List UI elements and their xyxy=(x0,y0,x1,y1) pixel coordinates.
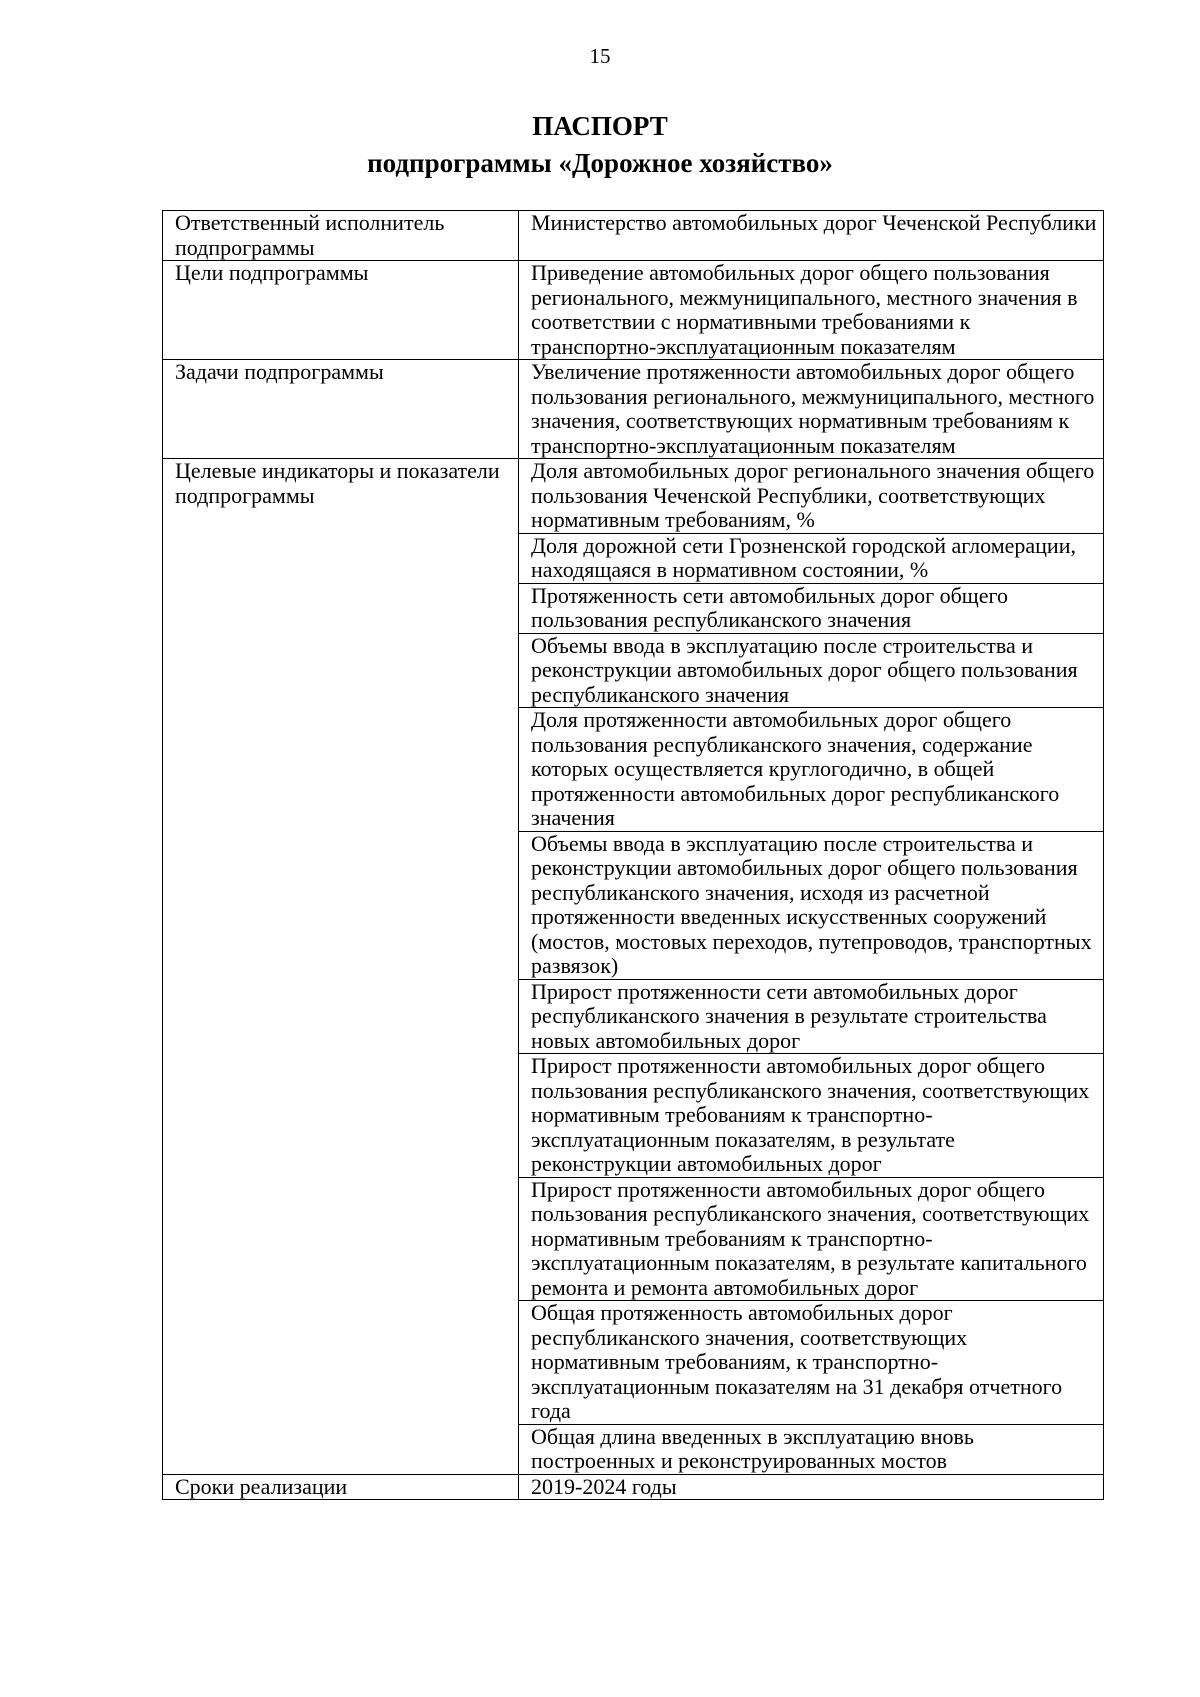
indicator-item: Доля дорожной сети Грозненской городской агломерации, находящаяся в нормативном состоянии, % xyxy=(519,533,1104,583)
indicator-item: Доля автомобильных дорог регионального значения общего пользования Чеченской Республики, соответствующих нормативным требованиям, % xyxy=(519,459,1104,534)
table-row xyxy=(163,211,1104,261)
row-label-indicators: Целевые индикаторы и показатели подпрограммы xyxy=(163,459,519,1475)
document-title xyxy=(0,108,1200,182)
page-number: 15 xyxy=(589,44,611,68)
table-row xyxy=(163,360,1104,459)
indicator-item: Общая протяженность автомобильных дорог республиканского значения, соответствующих нормативным требованиям, к транспортно-эксплуатационным показателям на 31 декабря отчетного года xyxy=(519,1301,1104,1425)
row-value-tasks: Увеличение протяженности автомобильных дорог общего пользования регионального, межмуниципального, местного значения, соответствующих нормативным требованиям к транспортно-эксплуатационным показателям xyxy=(519,360,1104,459)
row-value-responsible: Министерство автомобильных дорог Чеченской Республики xyxy=(519,211,1104,261)
title-heading: ПАСПОРТ xyxy=(532,111,668,141)
row-label-responsible: Ответственный исполнитель подпрограммы xyxy=(163,211,519,261)
table-row xyxy=(163,1474,1104,1500)
row-label-tasks: Задачи подпрограммы xyxy=(163,360,519,459)
indicator-item: Протяженность сети автомобильных дорог общего пользования республиканского значения xyxy=(519,583,1104,633)
indicator-item: Прирост протяженности сети автомобильных дорог республиканского значения в результате строительства новых автомобильных дорог xyxy=(519,979,1104,1054)
indicator-item: Доля протяженности автомобильных дорог общего пользования республиканского значения, содержание которых осуществляется круглогодично, в общей протяженности автомобильных дорог республиканского значения xyxy=(519,708,1104,832)
indicator-item: Объемы ввода в эксплуатацию после строительства и реконструкции автомобильных дорог общего пользования республиканского значения, исходя из расчетной протяженности введенных искусственных сооружений (мостов, мостовых переходов, путепроводов, транспортных развязок) xyxy=(519,831,1104,979)
indicator-item: Прирост протяженности автомобильных дорог общего пользования республиканского значения, соответствующих нормативным требованиям к транспортно-эксплуатационным показателям, в результате реконструкции автомобильных дорог xyxy=(519,1054,1104,1178)
row-value-goals: Приведение автомобильных дорог общего пользования регионального, межмуниципального, местного значения в соответствии с нормативными требованиями к транспортно-эксплуатационным показателям xyxy=(519,261,1104,360)
indicator-item: Объемы ввода в эксплуатацию после строительства и реконструкции автомобильных дорог общего пользования республиканского значения xyxy=(519,633,1104,708)
indicator-item: Прирост протяженности автомобильных дорог общего пользования республиканского значения, соответствующих нормативным требованиям к транспортно-эксплуатационным показателям, в результате капитального ремонта и ремонта автомобильных дорог xyxy=(519,1177,1104,1301)
row-value-period: 2019-2024 годы xyxy=(519,1474,1104,1500)
passport-table xyxy=(162,210,1104,1500)
title-subheading: подпрограммы «Дорожное хозяйство» xyxy=(367,148,833,178)
indicator-item: Общая длина введенных в эксплуатацию вновь построенных и реконструированных мостов xyxy=(519,1424,1104,1474)
row-label-period: Сроки реализации xyxy=(163,1474,519,1500)
table-row xyxy=(163,261,1104,360)
table-row xyxy=(163,459,1104,534)
row-label-goals: Цели подпрограммы xyxy=(163,261,519,360)
